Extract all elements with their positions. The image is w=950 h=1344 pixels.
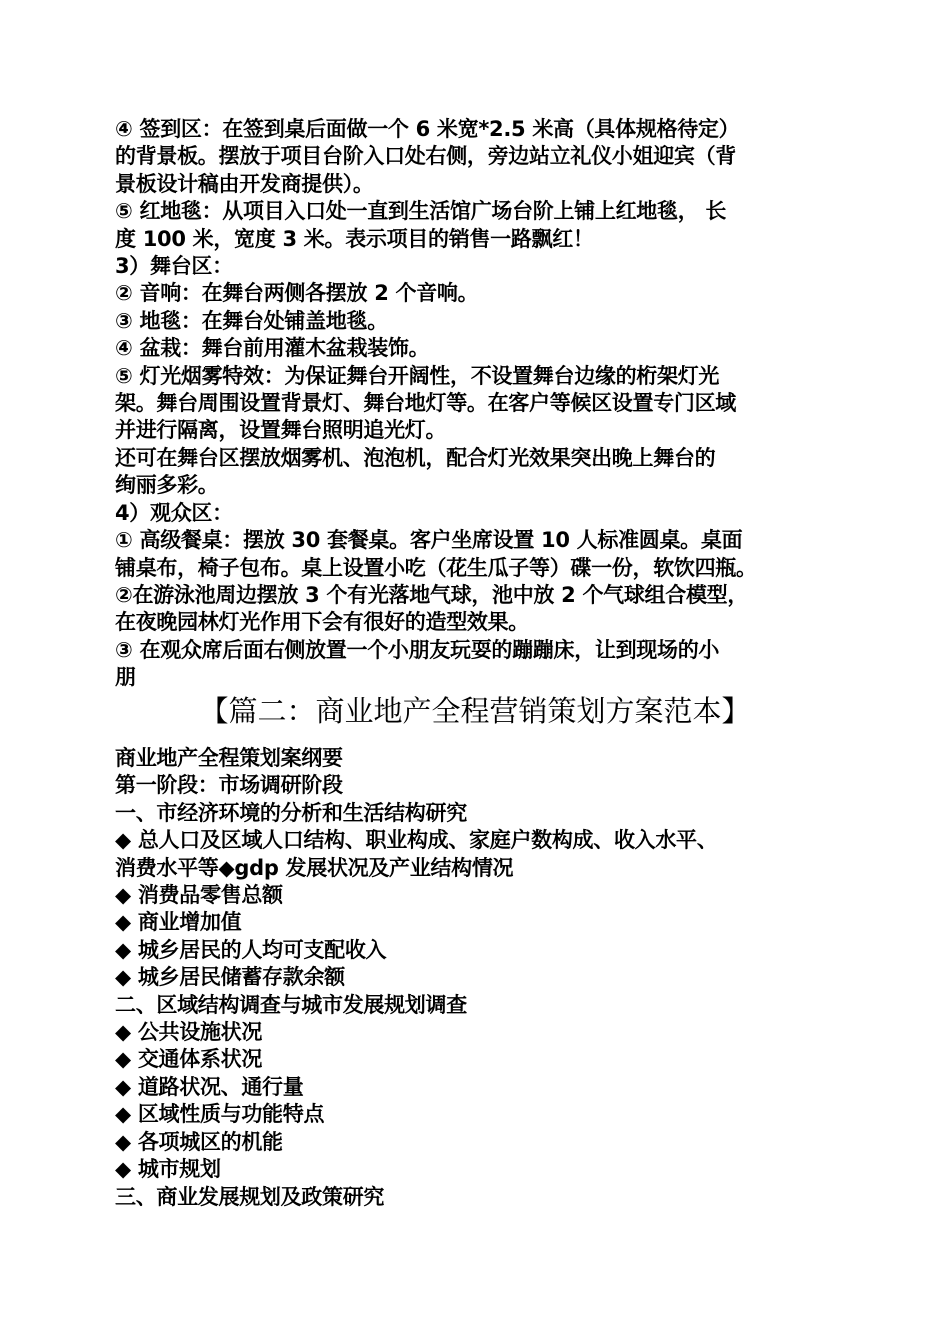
text-line: ◆ 区域性质与功能特点 bbox=[115, 1102, 325, 1127]
text-line: 4）观众区： bbox=[115, 500, 233, 525]
text-line: 铺桌布，椅子包布。桌上设置小吃（花生瓜子等）碟一份，软饮四瓶。 bbox=[115, 555, 757, 580]
text-line: ◆ 商业增加值 bbox=[115, 910, 242, 935]
article-heading: 【篇二：商业地产全程营销策划方案范本】 bbox=[199, 694, 751, 728]
text-line: ◆ 城乡居民储蓄存款余额 bbox=[115, 965, 345, 990]
text-line: ◆ 交通体系状况 bbox=[115, 1047, 263, 1072]
text-line: 一、市经济环境的分析和生活结构研究 bbox=[115, 800, 467, 825]
text-line: 第一阶段：市场调研阶段 bbox=[115, 773, 343, 798]
text-line: ◆ 城乡居民的人均可支配收入 bbox=[115, 937, 387, 962]
section-event-setup bbox=[115, 116, 850, 692]
text-line: ③ 地毯：在舞台处铺盖地毯。 bbox=[115, 308, 388, 333]
text-line: ◆ 各项城区的机能 bbox=[115, 1129, 283, 1154]
text-line: ① 高级餐桌：摆放 30 套餐桌。客户坐席设置 10 人标准圆桌。桌面 bbox=[115, 528, 743, 553]
text-line: 二、区域结构调查与城市发展规划调查 bbox=[115, 992, 467, 1017]
text-line: ⑤ 红地毯：从项目入口处一直到生活馆广场台阶上铺上红地毯， 长 bbox=[115, 199, 727, 224]
text-line: 三、商业发展规划及政策研究 bbox=[115, 1184, 385, 1209]
text-line: ◆ 消费品零售总额 bbox=[115, 883, 283, 908]
section-outline bbox=[115, 745, 850, 1211]
text-line: 景板设计稿由开发商提供）。 bbox=[115, 171, 374, 196]
text-line: ◆ 道路状况、通行量 bbox=[115, 1074, 304, 1099]
text-line: 度 100 米，宽度 3 米。表示项目的销售一路飘红！ bbox=[115, 226, 594, 251]
text-line: 的背景板。摆放于项目台阶入口处右侧，旁边站立礼仪小姐迎宾（背 bbox=[115, 144, 736, 169]
text-line: ④ 盆栽：舞台前用灌木盆栽装饰。 bbox=[115, 336, 430, 361]
text-line: 还可在舞台区摆放烟雾机、泡泡机，配合灯光效果突出晚上舞台的 bbox=[115, 445, 716, 470]
text-line: 商业地产全程策划案纲要 bbox=[115, 746, 343, 770]
text-line: ◆ 公共设施状况 bbox=[115, 1020, 263, 1045]
text-line: 3）舞台区： bbox=[115, 254, 233, 279]
text-line: ③ 在观众席后面右侧放置一个小朋友玩耍的蹦蹦床，让到现场的小 bbox=[115, 637, 720, 662]
text-line: 绚丽多彩。 bbox=[115, 473, 219, 498]
text-line: ④ 签到区：在签到桌后面做一个 6 米宽*2.5 米高（具体规格待定） bbox=[115, 117, 740, 141]
text-line: 并进行隔离，设置舞台照明追光灯。 bbox=[115, 418, 447, 443]
text-line: ◆ 总人口及区域人口结构、职业构成、家庭户数构成、收入水平、 bbox=[115, 828, 718, 853]
text-line: ⑤ 灯光烟雾特效：为保证舞台开阔性，不设置舞台边缘的桁架灯光 bbox=[115, 363, 720, 388]
text-line: 朋 bbox=[115, 665, 136, 690]
text-line: ② 音响：在舞台两侧各摆放 2 个音响。 bbox=[115, 281, 479, 306]
text-line: 架。舞台周围设置背景灯、舞台地灯等。在客户等候区设置专门区域 bbox=[115, 391, 736, 416]
text-line: 在夜晚园林灯光作用下会有很好的造型效果。 bbox=[115, 610, 529, 635]
text-line: 消费水平等◆gdp 发展状况及产业结构情况 bbox=[115, 855, 514, 880]
text-line: ②在游泳池周边摆放 3 个有光落地气球，池中放 2 个气球组合模型， bbox=[115, 582, 749, 607]
text-line: ◆ 城市规划 bbox=[115, 1157, 221, 1182]
